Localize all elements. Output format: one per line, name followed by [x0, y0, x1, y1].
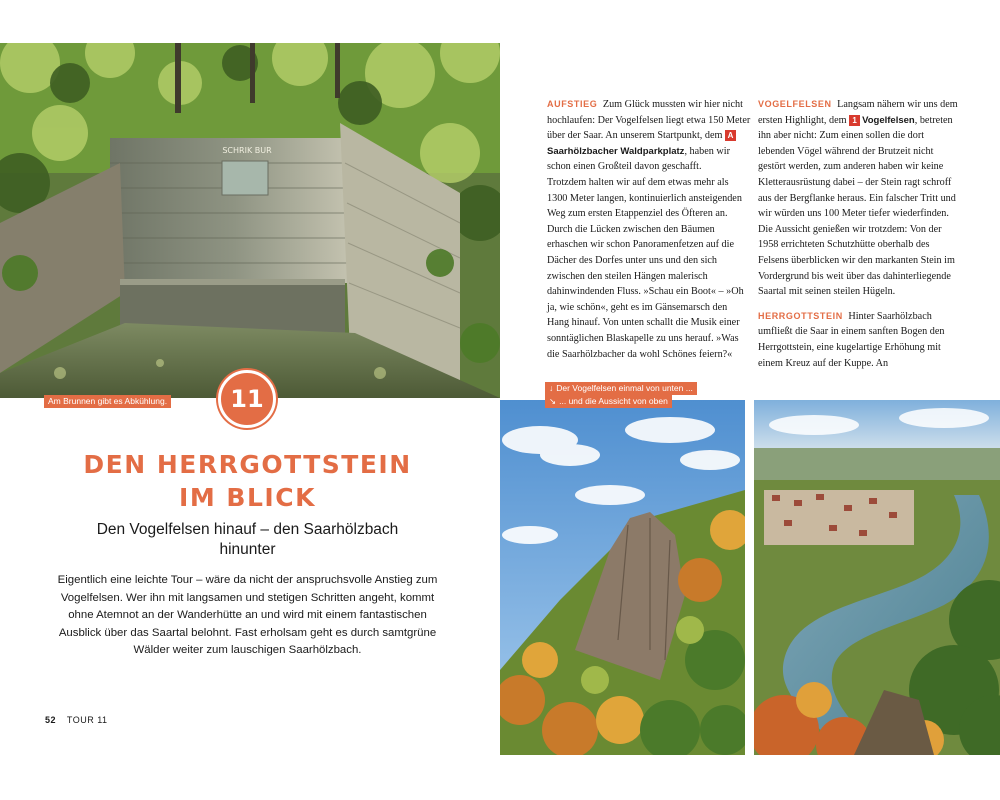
- aufstieg-paragraph-2: Trotzdem halten wir auf dem etwas mehr als 1300 Meter langen, kontinuierlich ansteigenden Weg zum ersten Etappenziel des Öfteren an. Durch die Lücken zwischen den Bäumen erhaschen wir schon Panoramenfetzen auf die Dächer des Dorfes unter uns und den sich zwischen den steilen Hängen malerisch dahinwindenden Fluss. »Schau ein Boot« – »Oh ja, wie schön«, geht es im Gänsemarsch den Hang hinauf. Von unten schallt die Musik einer sonntäglichen Blaskapelle zu uns herauf. »Was die Saarhölzbacher da wohl Schönes feiern?«: [547, 176, 744, 360]
- vogelfelsen-text-a: Langsam nähern wir uns dem ersten Highlight, dem: [758, 99, 958, 126]
- tour-number-badge: 11: [218, 370, 276, 428]
- fountain-caption: Am Brunnen gibt es Abkühlung.: [44, 395, 171, 408]
- poi-marker-1-icon: 1: [849, 115, 860, 126]
- poi-marker-a-icon: A: [725, 130, 736, 141]
- vogelfelsen-kicker: VOGELFELSEN: [758, 99, 832, 109]
- page-number: 52: [45, 715, 57, 725]
- view-above-caption-text: ... und die Aussicht von oben: [559, 396, 668, 406]
- vogelfelsen-paragraph: [758, 97, 962, 300]
- aufstieg-kicker: AUFSTIEG: [547, 99, 598, 109]
- herrgottstein-text: Hinter Saarhölzbach umfließt die Saar in einem sanften Bogen den Herrgottstein, eine kugelartige Erhöhung mit einem Kreuz auf der Kuppe. An: [758, 310, 945, 369]
- herrgottstein-paragraph: [758, 309, 962, 371]
- rock-below-caption: [545, 382, 697, 395]
- tour-title-line2: IM BLICK: [179, 483, 316, 512]
- aufstieg-text-b: , haben wir schon einen Großteil davon geschafft.: [547, 145, 730, 173]
- tour-intro: Eigentlich eine leichte Tour – wäre da nicht der anspruchsvolle Anstieg zum Vogelfelsen. Wer ihn mit langsamen und stetigen Schritten angeht, kommt ohne Atemnot an der Wanderhütte an und wird mit einem fantastischen Ausblick über das Saartal belohnt. Fast erholsam geht es durch samtgrüne Wälder weiter zum lauschigen Saarhölzbach.: [57, 574, 438, 656]
- tour-title: [40, 448, 455, 514]
- poi-name-waldparkplatz: Saarhölzbacher Waldparkplatz: [547, 145, 685, 157]
- text-column-right: [758, 97, 962, 371]
- aufstieg-paragraph: [547, 97, 751, 175]
- fountain-inscription: SCHRIK BUR: [222, 146, 272, 155]
- arrow-down-icon: ↓: [549, 383, 554, 393]
- page-footer: [45, 715, 108, 725]
- fountain-photo: [0, 43, 500, 398]
- arrow-down-right-icon: ↘: [549, 396, 557, 406]
- rock-below-caption-text: Der Vogelfelsen einmal von unten ...: [556, 383, 693, 393]
- herrgottstein-kicker: HERRGOTTSTEIN: [758, 310, 843, 321]
- tour-title-line1: DEN HERRGOTTSTEIN: [83, 450, 412, 479]
- aufstieg-text-a: Zum Glück mussten wir hier nicht hochlaufen: Der Vogelfelsen liegt etwa 150 Meter über der Saar. An unserem Startpunkt, dem: [547, 99, 751, 142]
- footer-section: TOUR 11: [66, 715, 108, 725]
- poi-name-vogelfelsen: Vogelfelsen: [862, 114, 915, 126]
- rock-from-below-photo: [500, 400, 745, 755]
- vogelfelsen-text-b: , betreten ihn aber nicht: Zum einen sollen die dort lebenden Vögel während der Brutzeit nicht gestört werden, zum anderen haben wir keine Kletterausrüstung dabei – der Stein ragt schroff aus der Bergflanke heraus. Ein falscher Tritt und wir würden uns 100 Meter tiefer wiederfinden. Die Aussicht genießen wir trotzdem: Von der 1958 errichteten Schutzhütte oberhalb des Felsens überblicken wir den markanten Stein im Vordergrund bis weit über das dahinterliegende Saartal mit seinen steilen Hügeln.: [758, 114, 956, 298]
- view-above-caption: [545, 395, 672, 408]
- text-column-left: [547, 97, 751, 362]
- view-from-above-photo: [754, 400, 1000, 755]
- tour-subtitle: Den Vogelfelsen hinauf – den Saarhölzbach hinunter: [96, 521, 399, 558]
